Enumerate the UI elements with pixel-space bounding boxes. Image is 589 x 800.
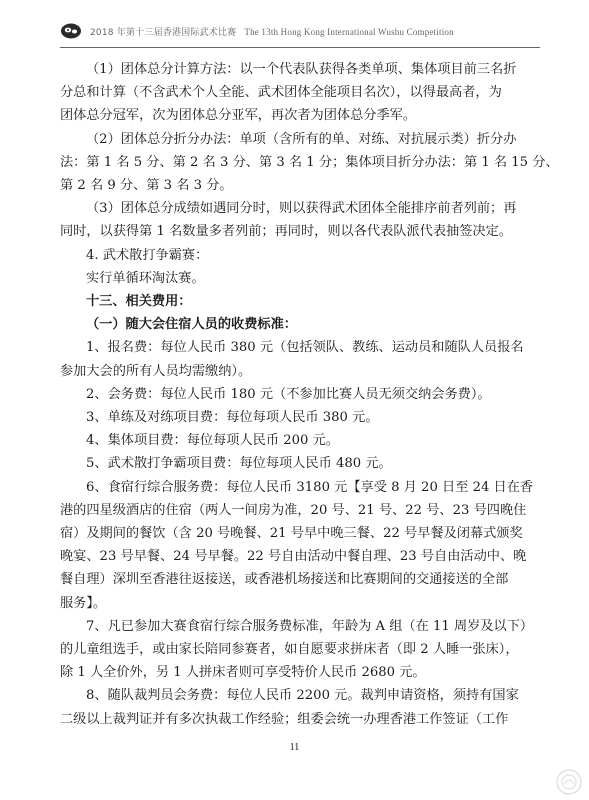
text-line: 宿）及期间的餐饮（含 20 号晚餐、21 号早中晚三餐、22 号早餐及闭幕式颁奖 <box>60 526 523 541</box>
text-line: 服务】。 <box>60 595 107 611</box>
text-line: 团体总分冠军，次为团体总分亚军，再次者为团体总分季军。 <box>60 108 417 124</box>
text-line: 晚宴、23 号早餐、24 号早餐。22 号自由活动中餐自理、23 号自由活动中、晚 <box>60 549 527 565</box>
text-line: 餐自理）深圳至香港往返接送，或香港机场接送和比赛期间的交通接送的全部 <box>60 572 509 588</box>
text-line: 4、集体项目费：每位每项人民币 200 元。 <box>86 433 339 449</box>
text-line: 的儿童组选手，或由家长陪同参赛者，如自愿要求拼床者（即 2 人睡一张床）， <box>60 642 519 657</box>
text-line: 法：第 1 名 5 分、第 2 名 3 分、第 3 名 1 分；集体项目折分办法：第 1 名 15 分、 <box>60 154 559 170</box>
text-line: （一）随大会住宿人员的收费标准： <box>86 317 297 333</box>
text-line: 二级以上裁判证并有多次执裁工作经验；组委会统一办理香港工作签证（工作 <box>60 711 509 727</box>
page-number: 11 <box>289 742 300 753</box>
text-line: 港的四星级酒店的住宿（两人一间房为准，20 号、21 号、22 号、23 号四晚住 <box>60 502 527 518</box>
text-line: 7、凡已参加大赛食宿行综合服务费标准，年龄为 A 组（在 11 周岁及以下） <box>86 618 534 634</box>
text-line: （1）团体总分计算方法：以一个代表队获得各类单项、集体项目前三名折 <box>86 62 517 77</box>
header-title <box>90 25 454 38</box>
header-title-en: The 13th Hong Kong International Wushu Competition <box>244 27 454 37</box>
text-line: （3）团体总分成绩如遇同分时，则以获得武术团体全能排序前者列前；再 <box>86 201 517 217</box>
text-line: 1、报名费：每位人民币 380 元（包括领队、教练、运动员和随队人员报名 <box>86 340 524 356</box>
text-line: 实行单循环淘汰赛。 <box>86 270 205 286</box>
page-header <box>60 20 540 50</box>
text-line: 8、随队裁判员会务费：每位人民币 2200 元。裁判申请资格，须持有国家 <box>86 688 519 704</box>
header-title-cn: 2018 年第十三届香港国际武术比赛 <box>90 28 237 38</box>
text-line: 3、单练及对练项目费：每位每项人民币 380 元。 <box>86 410 379 425</box>
text-line: 4. 武术散打争霸赛： <box>86 247 209 263</box>
stamp-watermark-icon <box>555 768 583 796</box>
text-line: 同时，以获得第 1 名数量多者列前；再同时，则以各代表队派代表抽签决定。 <box>60 224 512 240</box>
text-line: 5、武术散打争霸项目费：每位每项人民币 480 元。 <box>86 456 392 472</box>
text-line: 分总和计算（不含武术个人全能、武术团体全能项目名次），以得最高者，为 <box>60 85 502 101</box>
text-line: 十三、相关费用： <box>86 294 192 309</box>
text-line: 6、食宿行综合服务费：每位人民币 3180 元【享受 8 月 20 日至 24 日在香 <box>86 479 534 495</box>
text-line: 参加大会的所有人员均需缴纳）。 <box>60 363 252 379</box>
text-line: 第 2 名 9 分、第 3 名 3 分。 <box>60 178 233 193</box>
header-divider <box>60 47 540 48</box>
text-line: 2、会务费：每位人民币 180 元（不参加比赛人员无须交纳会务费）。 <box>86 386 491 402</box>
text-line: 除 1 人全价外，另 1 人拼床者则可享受特价人民币 2680 元。 <box>60 665 426 681</box>
text-line: （2）团体总分折分办法：单项（含所有的单、对练、对抗展示类）折分办 <box>86 131 517 147</box>
competition-logo-icon <box>60 22 82 40</box>
